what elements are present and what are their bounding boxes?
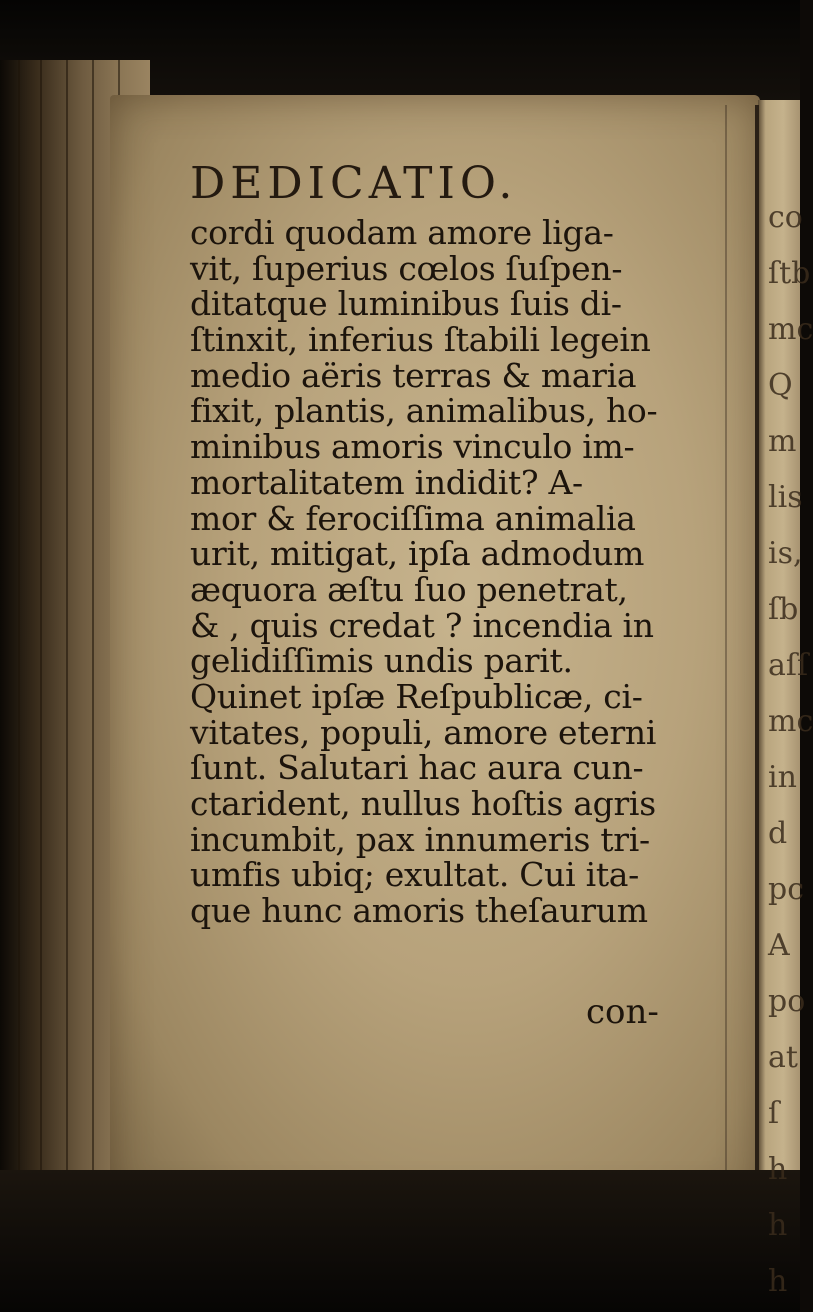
background-bottom <box>0 1170 800 1312</box>
text-line: vit, ſuperius cœlos ſuſpen- <box>190 248 623 288</box>
text-line: fixit, plantis, animalibus, ho- <box>190 391 658 431</box>
facing-page-fragment: co <box>768 200 803 235</box>
text-line: mor & ferociſſima animalia <box>190 498 636 538</box>
text-line: ſtinxit, inferius ſtabili legein <box>190 320 651 360</box>
text-line: æquora æſtu ſuo penetrat, <box>190 569 628 609</box>
facing-page-fragment: mc <box>768 704 813 739</box>
text-line: medio aëris terras & maria <box>190 355 637 395</box>
page-gutter <box>755 105 759 1205</box>
facing-page-fragment: ſtb <box>768 256 811 291</box>
facing-page-fragment: lis <box>768 480 803 515</box>
text-line: minibus amoris vinculo im- <box>190 427 635 467</box>
facing-page-fragment: Q <box>768 368 793 403</box>
text-line: gelidiſſimis undis parit. <box>190 641 573 681</box>
facing-page-fragment: is, <box>768 536 803 571</box>
facing-page-fragment: m <box>768 424 797 459</box>
facing-page-fragment: ſ <box>768 1096 780 1131</box>
facing-page-fragment: aſſ <box>768 648 809 683</box>
text-line: ditatque luminibus ſuis di- <box>190 284 622 324</box>
facing-page-fragment: po <box>768 984 806 1019</box>
facing-page-fragment: h <box>768 1152 788 1187</box>
heading-text: DEDICATIO. <box>190 158 518 209</box>
text-line: urit, mitigat, ipſa admodum <box>190 534 645 574</box>
facing-page-fragment: h <box>768 1264 788 1299</box>
facing-page-fragment: A <box>768 928 790 963</box>
body-text <box>190 215 730 929</box>
facing-page-fragment: h <box>768 1208 788 1243</box>
text-line: que hunc amoris theſaurum <box>190 891 648 931</box>
text-line: ctarident, nullus hoſtis agris <box>190 784 656 823</box>
text-line: cordi quodam amore liga- <box>190 213 614 252</box>
facing-page-fragment: d <box>768 816 788 851</box>
facing-page-fragment: ſb <box>768 592 799 627</box>
facing-page-fragment: pc <box>768 872 805 907</box>
facing-page-fragment: in <box>768 760 797 795</box>
facing-page-fragment: at <box>768 1040 798 1075</box>
text-line: incumbit, pax innumeris tri- <box>190 819 650 859</box>
page-heading <box>190 158 690 210</box>
facing-page-text <box>768 190 813 1310</box>
text-line: & , quis credat ? incendia in <box>190 605 654 645</box>
catchword: con- <box>586 992 659 1032</box>
facing-page-fragment: mc <box>768 312 813 347</box>
text-line: umfis ubiq; exultat. Cui ita- <box>190 855 640 895</box>
text-line: mortalitatem indidit? A- <box>190 462 583 502</box>
text-line: Quinet ipſæ Reſpublicæ, ci- <box>190 676 643 716</box>
text-line: ſunt. Salutari hac aura cun- <box>190 748 644 788</box>
text-line: vitates, populi, amore eterni <box>190 712 657 752</box>
